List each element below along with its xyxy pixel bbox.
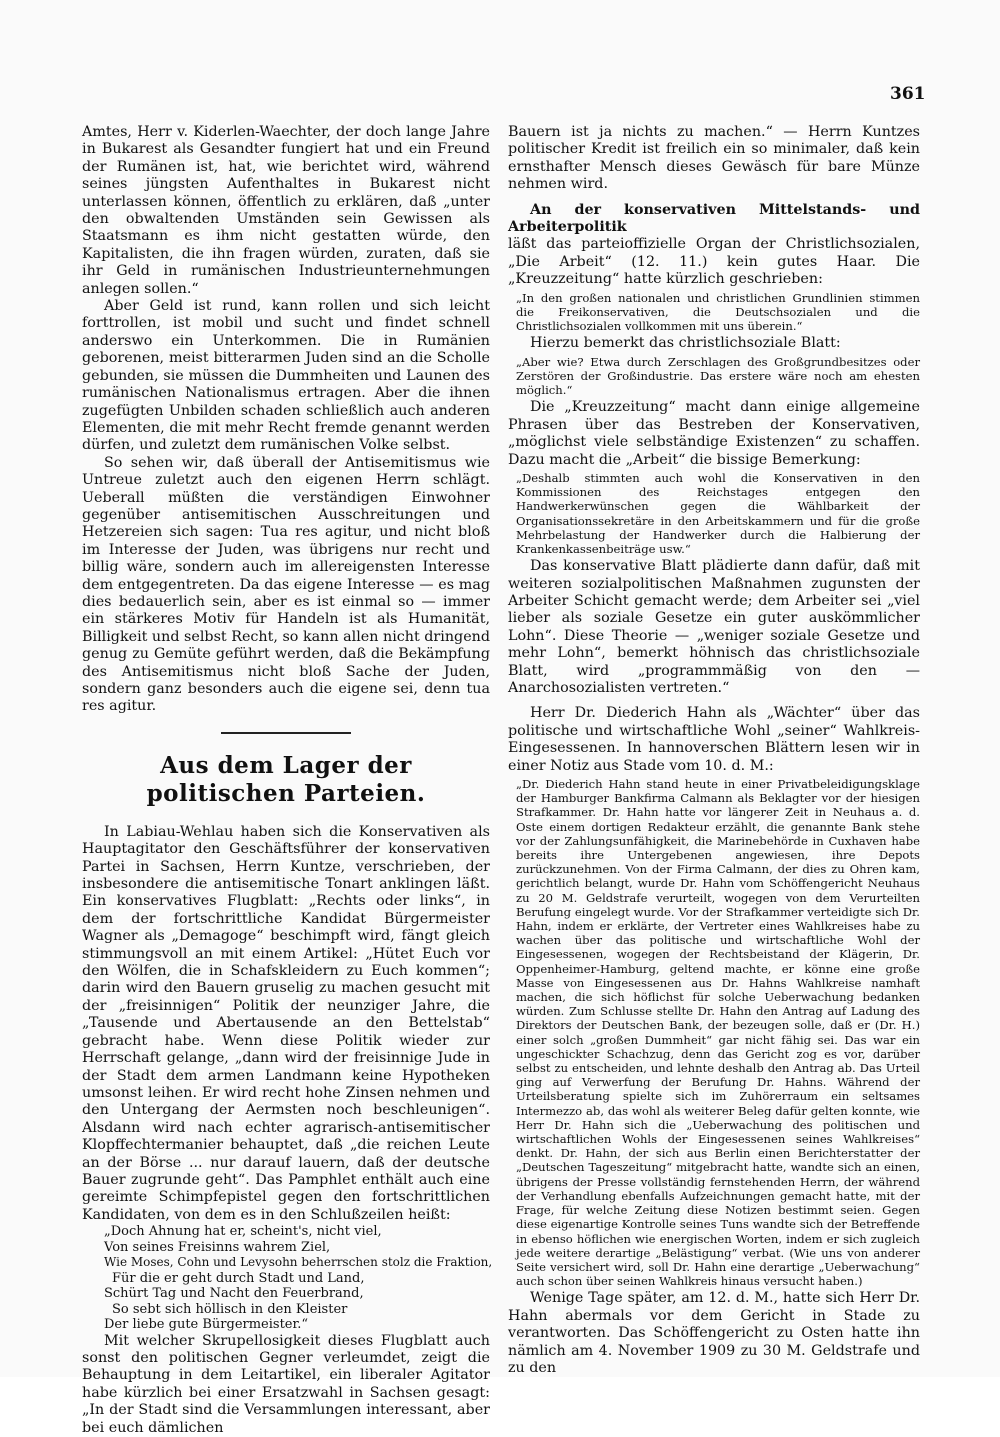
verse-line: „Doch Ahnung hat er, scheint's, nicht viel, [104,1224,382,1240]
block-quote: „Dr. Diederich Hahn stand heute in einer Privatbeleidigungsklage der Hamburger Bankfirma Calmann als Beklagter vor der hiesigen Strafkammer. Dr. Hahn hatte vor längerer Zeit in Neuhaus a. d. Oste einem dortigen Redakteur erzählt, die genannte Bank stehe vor der Zahlungsunfähigkeit, die Marinebehörde in Cuxhaven habe bereits ihre Untergebenen angewiesen, ihre Depots zurückzunehmen. Von der Firma Calmann, der dies zu Ohren kam, gerichtlich belangt, wurde Dr. Hahn vom Schöffengericht Neuhaus zu 20 M. Geldstrafe verurteilt, wogegen von dem Verurteilten Berufung eingelegt wurde. Vor der Strafkammer verteidigte sich Dr. Hahn, indem er erklärte, der Vertreter eines Wahlkreises habe zu wachen über das politische und wirtschaftliche Wohl der Eingesessenen, wogegen der Rechtsbeistand der Klägerin, Dr. Oppenheimer-Hamburg, geltend machte, er könne eine große Masse von Eingesessenen aus Dr. Hahns Wahlkreise namhaft machen, die sich höflichst für solche Ueberwachung bedanken würden. Zum Schlusse stellte Dr. Hahn den Antrag auf Ladung des Direktors der Deutschen Bank, der bezeugen solle, daß er (Dr. H.) einer solch „großen Dummheit“ gar nicht fähig sei. Das war ein ungeschickter Schachzug, denn das Gericht zog es vor, darüber selbst zu entscheiden, und lehnte deshalb den Antrag ab. Das Urteil ging auf Verwerfung der Berufung Dr. Hahns. Während der Urteilsberatung spielte sich im Zuhörerraum ein seltsames Intermezzo ab, das wohl als weiterer Beleg dafür gelten konnte, wie Herr Dr. Hahn sich die „Ueberwachung des politischen und wirtschaftlichen Wohls der Eingesessenen seines Wahlkreises“ denkt. Dr. Hahn, der sich aus Berlin einen Berichterstatter der „Deutschen Tageszeitung“ mitgebracht hatte, wandte sich an einen, übrigens der Presse vollständig fernstehenden Herrn, der während der Verhandlung ebenfalls Aufzeichnungen gemacht hatte, mit der Frage, für welche Zeitung diese Notizen bestimmt seien. Gegen diese eigenartige Kontrolle seines Tuns wandte sich der Betreffende in ebenso höflichen wie energischen Worten, indem er sich zugleich jede weitere derartige „Belästigung“ verbat. (Wie uns von anderer Seite versichert wird, soll Dr. Hahn eine derartige „Ueberwachung“ auch schon über seinen Wahlkreis hinaus versucht haben.) [516,777,920,1289]
paragraph: läßt das parteioffizielle Organ der Christlichsozialen, „Die Arbeit“ (12. 11.) kein gutes Haar. Die „Kreuzzeitung“ hatte kürzlich geschrieben: [508,236,920,288]
verse-line: Von seines Freisinns wahrem Ziel, [104,1239,331,1255]
verse-line: Wie Moses, Cohn und Levysohn beherrschen stolz die Fraktion, [104,1255,493,1270]
section-divider [221,732,351,734]
paragraph: Aber Geld ist rund, kann rollen und sich leicht forttrollen, ist mobil und sucht und findet schnell anderswo ein Unterkommen. Die in Rumänien geborenen, meist bitterarmen Juden sind an die Scholle gebunden, sie müssen die Dummheiten und Launen des rumänischen Nationalismus ertragen. Aber die ihnen zugefügten Unbilden schaden schließlich auch anderen Elementen, die mit mehr Recht fremde genannt werden dürfen, und zuletzt dem rumänischen Volke selbst. [82,298,490,454]
left-column [82,124,493,1437]
paragraph-lead-text: An der konservativen Mittelstands- und Arbeiterpolitik [508,201,920,236]
paragraph: In Labiau-Wehlau haben sich die Konservativen als Hauptagitator den Geschäftsführer der konservativen Partei in Sachsen, Herrn Kuntze, verschrieben, der insbesondere die antisemitische Tonart anklingen läßt. Ein konservatives Flugblatt: „Rechts oder links“, in dem der fortschrittliche Kandidat Bürgermeister Wagner als „Demagoge“ beschimpft wird, fängt gleich stimmungsvoll an mit einem Artikel: „Hütet Euch vor den Wölfen, die in Schafskleidern zu Euch kommen“; darin wird den Bauern gruselig zu machen gesucht mit der „freisinnigen“ Politik der neunziger Jahre, die „Tausende und Abertausende an den Bettelstab“ gebracht habe. Wenn diese Politik wieder zur Herrschaft gelange, „dann wird der freisinnige Jude in der Stadt dem armen Landmann keine Hypotheken umsonst leihen. Er wird recht hohe Zinsen nehmen und den Untergang der Aermsten noch beschleunigen“. Alsdann wird nach echter agrarisch-antisemitischer Klopffechtermanier behauptet, daß „die reichen Leute an der Börse ... nur darauf lauern, daß der deutsche Bauer zugrunde geht“. Das Pamphlet enthält auch eine gereimte Schimpfepistel gegen den fortschrittlichen Kandidaten, von dem es in den Schlußzeilen heißt: [82,823,490,1223]
paragraph: Herr Dr. Diederich Hahn als „Wächter“ über das politische und wirtschaftliche Wohl „seiner“ Wahlkreis-Eingesessenen. In hannoverschen Blättern lesen wir in einer Notiz aus Stade vom 10. d. M.: [508,705,920,774]
paragraph: Die „Kreuzzeitung“ macht dann einige allgemeine Phrasen über das Bestreben der Konservativen, „möglichst viele selbständige Existenzen“ zu schaffen. Dazu macht die „Arbeit“ die bissige Bemerkung: [508,399,920,468]
paragraph: Hierzu bemerkt das christlichsoziale Blatt: [530,335,841,352]
right-column [508,124,920,1377]
paragraph: Das konservative Blatt plädierte dann dafür, daß mit weiteren sozialpolitischen Maßnahmen zugunsten der Arbeiter Schicht gemacht werde; dem Arbeiter sei „viel lieber als soziale Gesetze ein guter auskömmlicher Lohn“. Diese Theorie — „weniger soziale Gesetze und mehr Lohn“, bemerkt höhnisch das christlichsoziale Blatt, wird „programmmäßig von den — Anarchosozialisten vertreten.“ [508,558,920,696]
paragraph: Mit welcher Skrupellosigkeit dieses Flugblatt auch sonst den politischen Gegner verleumdet, zeigt die Behauptung in dem Leitartikel, ein liberaler Agitator habe kürzlich bei einer Ersatzwahl in Sachsen gesagt: „In der Stadt sind die Versammlungen interessant, aber bei euch dämlichen [82,1332,490,1436]
verse-line: Der liebe gute Bürgermeister.“ [104,1317,309,1333]
block-quote: „Aber wie? Etwa durch Zerschlagen des Großgrundbesitzes oder Zerstören der Großindustrie. Das erstere wäre noch am ehesten möglich.“ [516,354,920,398]
paragraph-lead [508,202,920,237]
page-number: 361 [890,84,926,104]
verse-line: Für die er geht durch Stadt und Land, [112,1270,365,1286]
paragraph: Wenige Tage später, am 12. d. M., hatte sich Herr Dr. Hahn abermals vor dem Gericht in Stade zu verantworten. Das Schöffengericht zu Osten hatte ihn nämlich am 4. November 1909 zu 30 M. Geldstrafe und zu den [508,1290,920,1376]
section-heading: Aus dem Lager der politischen Parteien. [146,751,426,807]
verse-block [104,1224,493,1333]
paragraph: Amtes, Herr v. Kiderlen-Waechter, der doch lange Jahre in Bukarest als Gesandter fungiert hat und ein Freund der Rumänen ist, hat, wie berichtet wird, während seines jüngsten Aufenthaltes in Bukarest nicht unterlassen können, öffentlich zu erklären, daß „unter den obwaltenden Umständen sein Gewissen als Staatsmann es ihm nicht gestatten würde, den Kapitalisten, die ihn fragen würden, zuraten, daß sie ihr Geld in rumänischen Industrieunternehmungen anlegen sollen.“ [82,124,490,297]
paragraph: So sehen wir, daß überall der Antisemitismus wie Untreue zuletzt auch den eigenen Herrn schlägt. Ueberall müßten die verständigen Einwohner gegenüber antisemitischen Ausschreitungen und Hetzereien sich sagen: Tua res agitur, und nicht bloß im Interesse der Juden, was übrigens nur recht und billig wäre, sondern auch im allereigensten Interesse dem entgegentreten. Da das eigene Interesse — es mag dies bedauerlich sein, aber es ist einmal so — immer ein stärkeres Motiv für Handeln ist als Humanität, Billigkeit und selbst Recht, so kann allen nicht dringend genug zu Gemüte geführt werden, daß die Bekämpfung des Antisemitismus nicht bloß Sache der Juden, sondern ganz besonders auch die eigene sei, denn tua res agitur. [82,454,491,715]
verse-line: Schürt Tag und Nacht den Feuerbrand, [104,1286,364,1302]
block-quote: „In den großen nationalen und christlichen Grundlinien stimmen die Freikonservativen, die Deutschsozialen und die Christlichsozialen vollkommen mit uns überein.“ [516,290,920,334]
paragraph: Bauern ist ja nichts zu machen.“ — Herrn Kuntzes politischer Kredit ist freilich ein so minimaler, daß kein ernsthafter Mensch dieses Gewäsch für bare Münze nehmen wird. [508,124,920,193]
verse-line: So sebt sich höllisch in den Kleister [112,1301,348,1317]
block-quote: „Deshalb stimmten auch wohl die Konservativen in den Kommissionen des Reichstages entgegen den Handwerkerwünschen gegen die Wählbarkeit der Organisationssekretäre in den Arbeitskammern und für die große Mehrbelastung der Handwerker durch die Halbierung der Krankenkassenbeiträge usw.“ [516,470,920,556]
